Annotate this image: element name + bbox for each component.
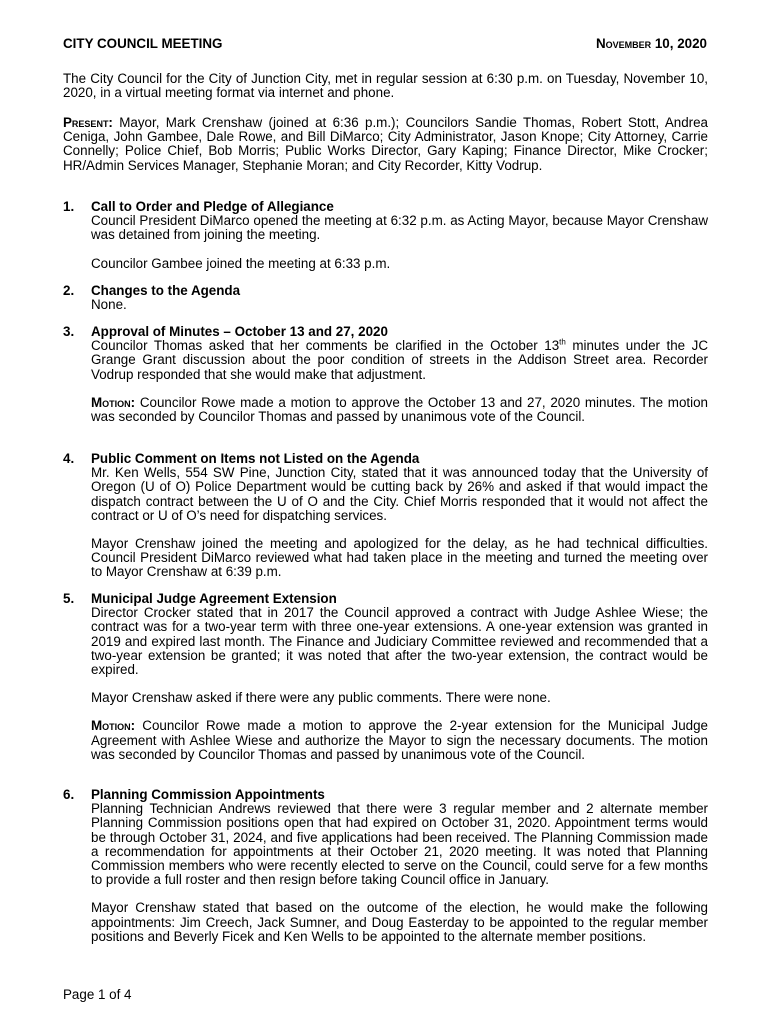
motion-paragraph: Motion: Councilor Rowe made a motion to approve the October 13 and 27, 2020 minutes. The motion was seconded by Councilor Thomas and passed by unanimous vote of the Council. (91, 394, 708, 425)
intro-paragraph: The City Council for the City of Junction City, met in regular session at 6:30 p.m. on Tuesday, November 10, 2020, in a virtual meeting format via internet and phone. (63, 71, 708, 101)
header-title: CITY COUNCIL MEETING (63, 36, 223, 51)
header-date: November 10, 2020 (595, 36, 707, 51)
agenda-item-4 (63, 452, 708, 580)
motion-label: Motion: (91, 394, 136, 410)
motion-paragraph: Motion: Councilor Rowe made a motion to approve the 2-year extension for the Municipal Judge Agreement with Ashlee Wiese and authorize the Mayor to sign the necessary documents. The motion was seconded by Councilor Thomas and passed by unanimous vote of the Council. (91, 718, 708, 762)
motion-label: Motion: (91, 718, 136, 734)
page-number: Page 1 of 4 (63, 987, 132, 1002)
item-paragraph: Mayor Crenshaw stated that based on the outcome of the election, he would make the following appointments: Jim Creech, Jack Sumner, and Doug Easterday to be appointed to the regular member positions and Beverly Ficek and Ken Wells to be appointed to the alternate member positions. (91, 900, 708, 944)
item-paragraph: Mr. Ken Wells, 554 SW Pine, Junction City, stated that it was announced today that the University of Oregon (U of O) Police Department would be cutting back by 26% and asked if that would impact the dispatch contract between the U of O and the City. Chief Morris responded that it would not affect the contract or U of O’s need for dispatching services. (91, 465, 708, 523)
item-title: Municipal Judge Agreement Extension (91, 591, 337, 606)
item-number: 5. (63, 591, 75, 606)
item-title: Changes to the Agenda (91, 283, 241, 298)
item-title: Planning Commission Appointments (91, 787, 325, 802)
agenda-item-5 (63, 592, 708, 762)
agenda-item-2 (63, 284, 708, 312)
item-title: Public Comment on Items not Listed on the Agenda (91, 451, 420, 466)
item-title: Approval of Minutes – October 13 and 27, 2020 (91, 324, 388, 339)
item-paragraph: Councilor Gambee joined the meeting at 6:33 p.m. (91, 255, 391, 271)
agenda-item-6 (63, 788, 708, 944)
present-text: Mayor, Mark Crenshaw (joined at 6:36 p.m.); Councilors Sandie Thomas, Robert Stott, Andrea Ceniga, John Gambee, Dale Rowe, and Bill DiMarco; City Administrator, Jason Knope; City Attorney, Carrie Connelly; Police Chief, Bob Morris; Public Works Director, Gary Kaping; Finance Director, Mike Crocker; HR/Admin Services Manager, Stephanie Moran; and City Recorder, Kitty Vodrup. (63, 115, 708, 173)
item-number: 3. (63, 324, 75, 339)
superscript: th (559, 337, 566, 347)
page-header (63, 37, 707, 51)
item-number: 2. (63, 283, 75, 298)
item-number: 4. (63, 451, 75, 466)
item-title: Call to Order and Pledge of Allegiance (91, 199, 334, 214)
agenda-item-1 (63, 200, 708, 271)
present-label: Present: (63, 115, 113, 130)
present-paragraph (63, 116, 708, 173)
item-paragraph: Planning Technician Andrews reviewed that there were 3 regular member and 2 alternate member Planning Commission positions open that had expired on October 31, 2020. Appointment terms would be through October 31, 2024, and five applications had been received. The Planning Commission made a recommendation for appointments at their October 21, 2020 meeting. It was noted that Planning Commission members who were recently elected to serve on the Council, could serve for a few months to provide a full roster and then resign before taking Council office in January. (91, 801, 708, 888)
item-number: 6. (63, 787, 75, 802)
agenda-item-3 (63, 325, 708, 424)
item-number: 1. (63, 199, 75, 214)
item-paragraph: Mayor Crenshaw asked if there were any public comments. There were none. (91, 690, 551, 706)
item-paragraph: Director Crocker stated that in 2017 the Council approved a contract with Judge Ashlee Wiese; the contract was for a two-year term with three one-year extensions. A one-year extension was granted in 2019 and expired last month. The Finance and Judiciary Committee reviewed and recommended that a two-year extension be granted; it was noted that after the two-year extension, the contract would be expired. (91, 605, 708, 678)
item-paragraph: Mayor Crenshaw joined the meeting and apologized for the delay, as he had technical difficulties. Council President DiMarco reviewed what had taken place in the meeting and turned the meeting over to Mayor Crenshaw at 6:39 p.m. (91, 536, 708, 580)
item-paragraph: None. (91, 297, 127, 313)
item-paragraph: Council President DiMarco opened the meeting at 6:32 p.m. as Acting Mayor, because Mayor Crenshaw was detained from joining the meeting. (91, 213, 708, 243)
item-paragraph: Councilor Thomas asked that her comments be clarified in the October 13th minutes under the JC Grange Grant discussion about the poor condition of streets in the Addison Street area. Recorder Vodrup responded that she would make that adjustment. (91, 337, 709, 382)
